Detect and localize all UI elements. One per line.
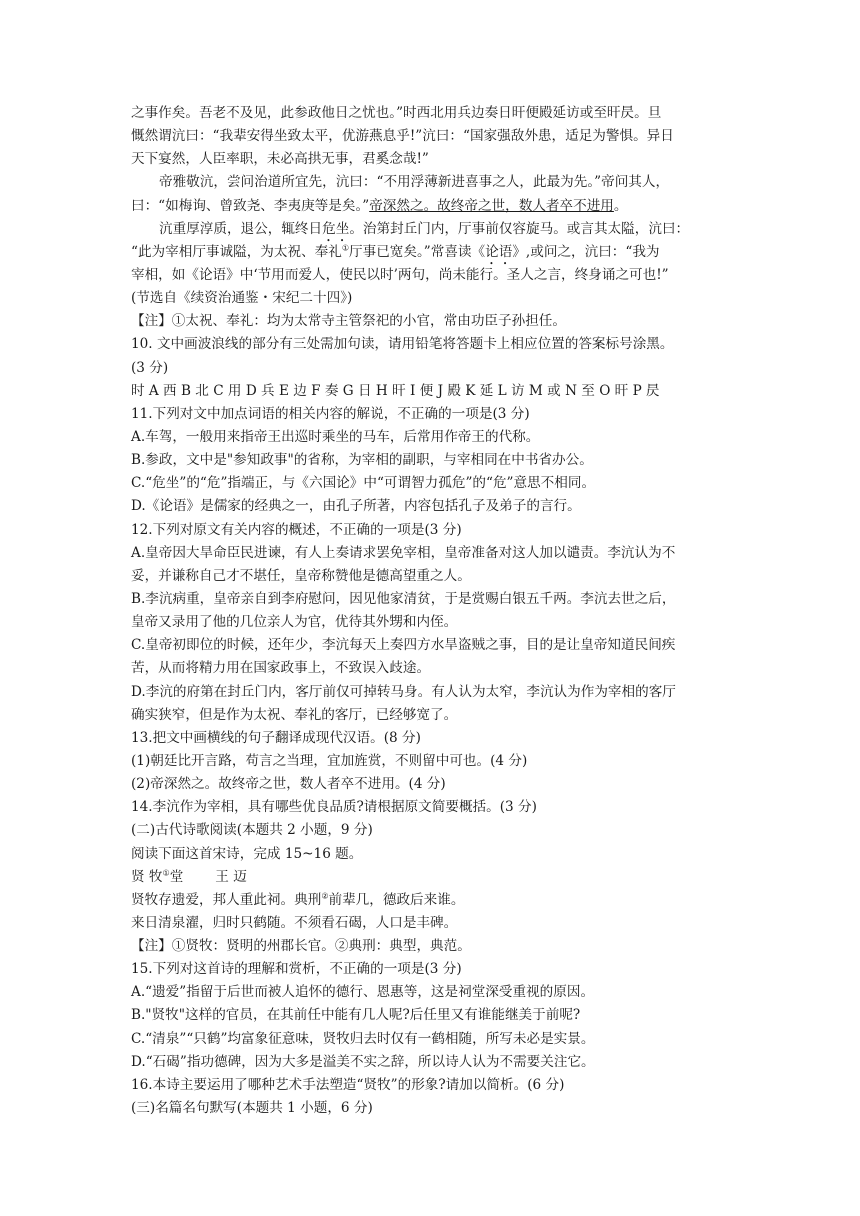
option-d: D.“石碣”指功德碑，因为大多是溢美不实之辞，所以诗人认为不需要关注它。: [131, 1053, 595, 1070]
section-intro: 阅读下面这首宋诗，完成 15~16 题。: [131, 845, 363, 862]
question-stem: 15.下列对这首诗的理解和赏析，不正确的一项是(3 分): [131, 961, 462, 978]
underlined-sentence: 帝深然之。故终帝之世，数人者卒不进用: [369, 197, 614, 214]
question-options: 时 A 西 B 北 C 用 D 兵 E 边 F 奏 G 日 H 旰 I 便 J 殿 K 延 L 访 M 或 N 至 O 旰 P 昃: [131, 382, 660, 399]
option-d: D.《论语》是儒家的经典之一，由孔子所著，内容包括孔子及弟子的言行。: [131, 498, 581, 515]
option-d-cont: 确实狭窄，但是作为太祝、奉礼的客厅，已经够宽了。: [131, 706, 458, 723]
poem-text: 贤牧存遗爱，邦人重此祠。典刑: [131, 891, 322, 908]
option-b: B.参政，文中是"参知政事"的省称，为宰相的副职，与宰相同在中书省办公。: [131, 452, 593, 469]
passage-line: [131, 241, 731, 264]
poem-text: 前辈几，德政后来谁。: [328, 891, 465, 908]
question-stem: 16.本诗主要运用了哪种艺术手法塑造“贤牧”的形象?请加以简析。(6 分): [131, 1076, 565, 1093]
passage-text: 厅事已宽矣。”常喜读《: [349, 243, 486, 260]
footnote: 【注】①贤牧：贤明的州郡长官。②典刑：典型，典范。: [131, 938, 471, 955]
footnote-marker: ①: [162, 868, 170, 878]
option-b-cont: 皇帝又录用了他的几位亲人为官，优待其外甥和内侄。: [131, 614, 458, 631]
section-heading: (二)古代诗歌阅读(本题共 2 小题，9 分): [131, 822, 373, 839]
passage-line: 之事作矣。吾老不及见，此参政他日之忧也。”时西北用兵边奏日旰便殿延访或至旰昃。旦: [131, 105, 662, 121]
option-c: C.“危坐”的“危”指端正，与《六国论》中“可谓智力孤危”的“危”意思不相同。: [131, 475, 596, 492]
option-b: B.李沆病重，皇帝亲自到李府慰问，因见他家清贫，于是赏赐白银五千两。李沆去世之后，: [131, 590, 676, 607]
question-stem: 12.下列对原文有关内容的概述，不正确的一项是(3 分): [131, 521, 462, 538]
poem-line: [131, 889, 731, 912]
poem-title: [131, 866, 731, 889]
sub-question: (1)朝廷比开言路，苟言之当理，宜加旌赏，不则留中可也。(4 分): [131, 752, 528, 769]
poem-line: 来日清泉濯，归时只鹤随。不须看石碣，人口是丰碑。: [131, 914, 458, 931]
question-stem: 11.下列对文中加点词语的相关内容的解说，不正确的一项是(3 分): [131, 405, 530, 422]
passage-line: 慨然谓沆曰：“我辈安得坐致太平，优游燕息乎!”沆曰：“国家强敌外患，适足为警惧。异日: [131, 128, 674, 145]
dotted-word: 论语: [485, 243, 513, 260]
footnote: 【注】①太祝、奉礼：均为太常寺主管祭祀的小官，常由功臣子孙担任。: [131, 313, 566, 330]
question-stem: 13.把文中画横线的句子翻译成现代汉语。(8 分): [131, 729, 421, 746]
passage-text: 沆重厚淳质，退公，辄终日: [159, 220, 323, 237]
passage-text: 。: [613, 197, 628, 214]
question-stem: 10. 文中画波浪线的部分有三处需加句读，请用铅笔将答题卡上相应位置的答案标号涂黑。: [131, 336, 674, 353]
sub-question: (2)帝深然之。故终帝之世，数人者卒不进用。(4 分): [131, 776, 446, 793]
passage-line: [131, 195, 731, 218]
option-c: C.“清泉”“只鹤”均富象征意味，贤牧归去时仅有一鹤相随，所写未必是实景。: [131, 1030, 595, 1047]
passage-line: [131, 218, 731, 241]
option-c-cont: 苦，从而将精力用在国家政事上，不致误入歧途。: [131, 660, 431, 677]
passage-line: 帝雅敬沆，尝问治道所宜先，沆曰：“不用浮薄新进喜事之人，此最为先。”帝问其人，: [159, 174, 670, 191]
option-a: A.车驾，一般用来指帝王出巡时乘坐的马车，后常用作帝王的代称。: [131, 428, 540, 445]
poem-title-text: 贤 牧: [131, 868, 163, 885]
footnote-marker: ①: [341, 243, 350, 253]
passage-text: “此为宰相厅事诚隘，为太祝、奉礼: [131, 243, 342, 260]
poem-title-text: 堂: [169, 868, 184, 885]
passage-text: 》,或问之，沆曰：“我为: [512, 243, 660, 260]
passage-line: 宰相，如《论语》中‘节用而爱人，使民以时’两句，尚未能行。圣人之言，终身诵之可也!”: [131, 266, 669, 283]
passage-line: 天下宴然，人臣率职，未必高拱无事，君奚念哉!”: [131, 151, 429, 168]
question-score: (3 分): [131, 359, 169, 376]
dotted-word: 危坐: [322, 220, 350, 237]
section-heading: (三)名篇名句默写(本题共 1 小题，6 分): [131, 1100, 373, 1117]
option-c: C.皇帝初即位的时候，还年少，李沆每天上奏四方水旱盗贼之事，目的是让皇帝知道民间疾: [131, 637, 676, 654]
footnote-marker: ②: [321, 891, 329, 901]
passage-text: 。治第封丘门内，厅事前仅容旋马。或言其太隘，沆曰：: [349, 220, 690, 237]
option-d: D.李沆的府第在封丘门内，客厅前仅可掉转马身。有人认为太窄，李沆认为作为宰相的客厅: [131, 683, 676, 700]
option-a: A.皇帝因大旱命臣民进谏，有人上奏请求罢免宰相，皇帝准备对这人加以谴责。李沆认为不: [131, 544, 676, 561]
option-a: A.“遗爱”指留于后世而被人追怀的德行、恩惠等，这是祠堂深受重视的原因。: [131, 984, 595, 1001]
exam-page: [131, 102, 731, 1120]
option-b: B."贤牧"这样的官员，在其前任中能有几人呢?后任里又有谁能继美于前呢?: [131, 1007, 581, 1024]
passage-source: (节选自《续资治通鉴・宋纪二十四》): [131, 290, 353, 307]
poem-author: 王 迈: [215, 868, 247, 885]
passage-text: 曰：“如梅询、曾致尧、李夷庚等是矣。”: [131, 197, 370, 214]
option-a-cont: 妥，并谦称自己才不堪任，皇帝称赞他是德高望重之人。: [131, 567, 471, 584]
question-stem: 14.李沆作为宰相，具有哪些优良品质?请根据原文简要概括。(3 分): [131, 799, 537, 816]
